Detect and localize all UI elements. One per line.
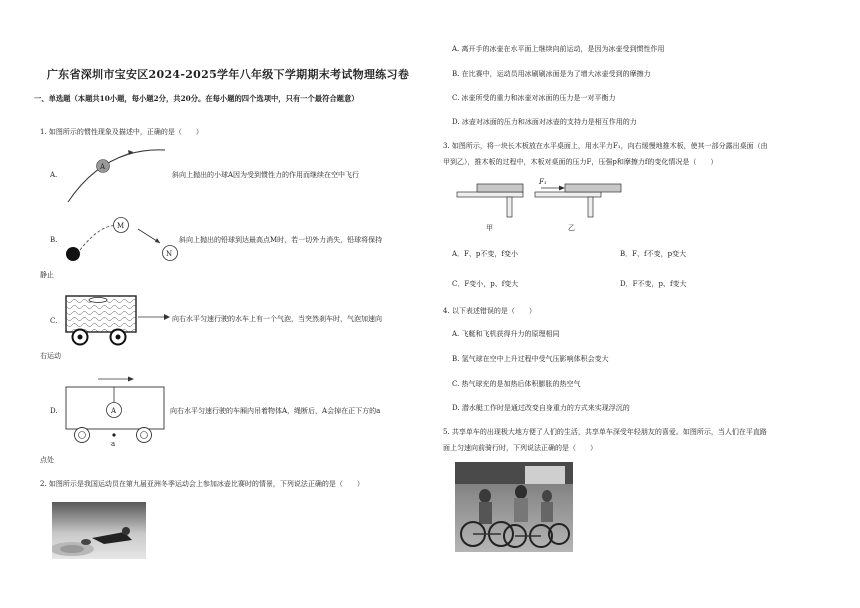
q1-fig-a-ball-label: A <box>100 163 106 171</box>
q1-option-c-label: C. <box>50 317 58 325</box>
q2-stem: 2. 如图所示是我国运动员在第九届亚洲冬季运动会上参加冰壶比赛时的情景，下列说法正确的是（ ） <box>40 480 364 488</box>
q3-stem-line1: 3. 如图所示，将一块长木板放在水平桌面上，用水平力F₁，向右缓慢地推木板，使其一部分露出桌面（由 <box>443 142 768 150</box>
q3-option-b: B．F、f不变，p变大 <box>620 250 687 258</box>
q4-option-a: A. 飞艇和飞机获得升力的原理相同 <box>452 330 560 338</box>
q1-option-b-continued: 静止 <box>40 271 54 279</box>
q4-option-d: D. 潜水艇工作时是通过改变自身重力的方式来实现浮沉的 <box>452 404 630 412</box>
q1-option-b-label: B. <box>50 236 58 244</box>
section-heading: 一、单选题（本题共10小题，每小题2分，共20分。在每小题的四个选项中，只有一个最符合题意） <box>34 94 359 103</box>
q1-stem: 1. 如图所示的惯性现象及描述中，正确的是（ ） <box>40 128 203 136</box>
q3-fig-yi-label: 乙 <box>568 224 575 232</box>
q2-option-d: D. 冰壶对冰面的压力和冰面对冰壶的支持力是相互作用的力 <box>452 118 637 126</box>
q1-fig-d-a-label: A <box>111 407 117 415</box>
q1-figure-d <box>64 371 168 453</box>
q1-option-c-continued: 右运动 <box>40 352 61 360</box>
q1-fig-d-point-label: a <box>111 440 116 448</box>
q1-figure-c <box>62 292 172 350</box>
q1-fig-b-m-label: M <box>117 222 125 230</box>
q1-fig-b-n-label: N <box>166 250 173 258</box>
q2-option-c: C. 冰壶所受的重力和冰壶对冰面的压力是一对平衡力 <box>452 94 616 102</box>
q3-fig-f1-label: F₁ <box>539 178 547 186</box>
q1-option-d-text: 向右水平匀速行驶的车厢内吊着物体A，绳断后，A会掉在正下方的a <box>170 407 381 415</box>
q3-figure <box>455 176 625 236</box>
q3-stem-line2: 甲到乙），推木板的过程中，木板对桌面的压力F，压强p和摩擦力f的变化情况是（ ） <box>443 158 718 166</box>
q5-stem-line1: 5. 共享单车的出现极大地方便了人们的生活，共享单车深受年轻朋友的喜爱。如图所示，当人们在平直路 <box>443 428 767 436</box>
bike-sharing-photo <box>455 462 573 552</box>
curling-photo <box>52 502 146 559</box>
q1-option-c-text: 向右水平匀速行驶的水车上有一个气泡，当突然刹车时，气泡加速向 <box>172 315 382 323</box>
q3-option-a: A．F、p不变，f变小 <box>452 250 518 258</box>
q2-option-a: A. 离开手的冰壶在水平面上继续向前运动，是因为冰壶受到惯性作用 <box>452 45 665 53</box>
q3-option-d: D．F不变，p、f变大 <box>620 280 687 288</box>
q1-figure-a <box>60 147 170 207</box>
q1-option-a-label: A. <box>50 171 58 179</box>
q5-stem-line2: 面上匀速向前骑行时，下列说法正确的是（ ） <box>443 444 597 452</box>
q4-stem: 4. 以下表述错误的是（ ） <box>443 307 536 315</box>
page-title: 广东省深圳市宝安区2024-2025学年八年级下学期期末考试物理练习卷 <box>46 68 410 81</box>
q4-option-b: B. 氢气球在空中上升过程中受气压影响体积会变大 <box>452 355 609 363</box>
q1-option-d-continued: 点处 <box>40 456 54 464</box>
q1-option-b-text: 斜向上抛出的铅球到达最高点M时，若一切外力消失，铅球将保持 <box>179 236 383 244</box>
q3-fig-jia-label: 甲 <box>486 224 493 232</box>
q4-option-c: C. 热气球充的是加热后体积膨胀的热空气 <box>452 380 581 388</box>
q1-option-d-label: D. <box>50 407 58 415</box>
q3-option-c: C．F变小，p、f变大 <box>452 280 519 288</box>
q1-figure-b <box>62 216 182 266</box>
q1-option-a-text: 斜向上抛出的小球A因为受到惯性力的作用而继续在空中飞行 <box>172 171 360 179</box>
q2-option-b: B. 在比赛中，运动员用冰刷刷冰面是为了增大冰壶受到的摩擦力 <box>452 70 651 78</box>
